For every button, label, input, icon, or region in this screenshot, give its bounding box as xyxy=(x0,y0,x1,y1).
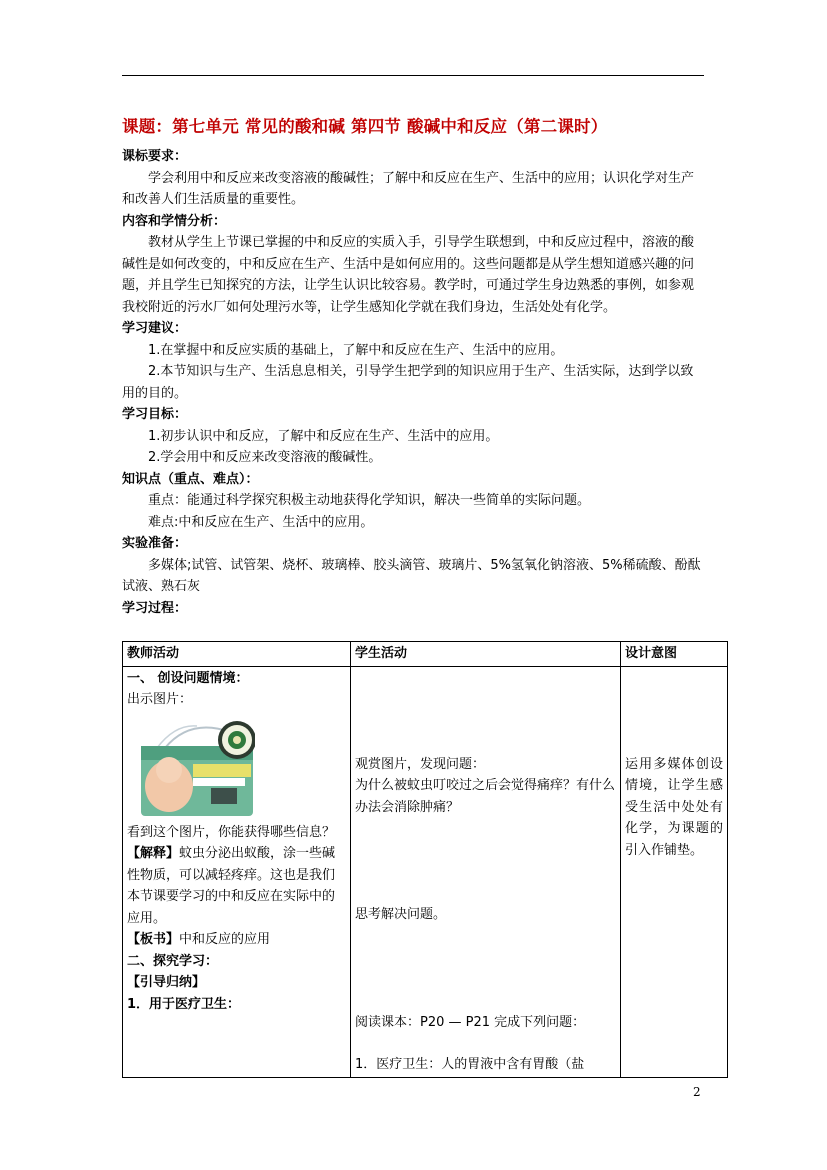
teacher-show-picture: 出示图片： xyxy=(127,692,193,707)
mosquito-patch-photo xyxy=(135,720,255,820)
mosquito-patch-image xyxy=(135,720,255,820)
goal-heading: 学习目标： xyxy=(122,407,188,422)
student-observe: 观赏图片，发现问题： xyxy=(355,756,486,772)
explain-text: 蚊虫分泌出蚁酸，涂一些碱性物质，可以减轻疼痒。这也是我们本节课要学习的中和反应在实际中的应用。 xyxy=(127,846,336,926)
student-question: 为什么被蚊虫叮咬过之后会觉得痛痒？有什么办法会消除肿痛？ xyxy=(355,778,616,815)
teacher-guide: 【引导归纳】 xyxy=(127,975,206,990)
process-heading: 学习过程： xyxy=(122,600,188,616)
teacher-activity-cell xyxy=(123,666,351,1077)
suggest-item-2: 2.本节知识与生产、生活息息相关，引导学生把学到的知识应用于生产、生活实际，达到学以致用的目的。 xyxy=(122,364,694,401)
header-rule xyxy=(122,75,704,76)
key-point: 重点：能通过科学探究积极主动地获得化学知识，解决一些简单的实际问题。 xyxy=(148,493,591,508)
teacher-item-2: 二、探究学习： xyxy=(127,953,219,969)
table-row xyxy=(123,666,728,1077)
analysis-text: 教材从学生上节课已掌握的中和反应的实质入手，引导学生联想到，中和反应过程中，溶液的酸碱性是如何改变的，中和反应在生产、生活中是如何应用的。这些问题都是从学生想知道感兴趣的问题，并且学生已知探究的方法，让学生认识比较容易。教学时，可通过学生身边熟悉的事例，如参观我校附近的污水厂如何处理污水等，让学生感知化学就在我们身边，生活处处有化学。 xyxy=(122,235,695,315)
goal-item-2: 2.学会用中和反应来改变溶液的酸碱性。 xyxy=(148,450,382,465)
header-student: 学生活动 xyxy=(351,642,621,667)
table-header-row xyxy=(123,642,728,667)
page-title: 课题：第七单元 常见的酸和碱 第四节 酸碱中和反应（第二课时） xyxy=(122,117,608,136)
header-teacher: 教师活动 xyxy=(123,642,351,667)
teacher-medical: 1．用于医疗卫生： xyxy=(127,996,241,1012)
prep-heading: 实验准备： xyxy=(122,536,188,551)
goal-item-1: 1.初步认识中和反应，了解中和反应在生产、生活中的应用。 xyxy=(148,428,499,444)
suggest-heading: 学习建议： xyxy=(122,321,188,336)
design-intent-text: 运用多媒体创设情境，让学生感受生活中处处有化学，为课题的引入作铺垫。 xyxy=(625,756,723,858)
teacher-explain xyxy=(127,843,346,929)
explain-tag: 【解释】 xyxy=(127,846,180,861)
student-medical: 1．医疗卫生：人的胃液中含有胃酸（盐 xyxy=(355,1057,585,1072)
teacher-item-1: 一、 创设问题情境： xyxy=(127,670,249,686)
process-table xyxy=(122,641,728,1078)
student-activity-cell xyxy=(351,666,621,1077)
board-text: 中和反应的应用 xyxy=(179,932,271,947)
standard-text: 学会利用中和反应来改变溶液的酸碱性；了解中和反应在生产、生活中的应用；认识化学对生产和改善人们生活质量的重要性。 xyxy=(122,170,695,207)
student-read: 阅读课本：P20 — P21 完成下列问题： xyxy=(355,1014,586,1030)
lesson-body xyxy=(122,146,706,619)
prep-text: 多媒体;试管、试管架、烧杯、玻璃棒、胶头滴管、玻璃片、5%氢氧化钠溶液、5%稀硫酸、酚酞试液、熟石灰 xyxy=(122,557,701,594)
board-tag: 【板书】 xyxy=(127,932,180,947)
header-design: 设计意图 xyxy=(621,642,728,667)
analysis-heading: 内容和学情分析： xyxy=(122,213,227,229)
teacher-question: 看到这个图片，你能获得哪些信息？ xyxy=(127,824,336,840)
suggest-item-1: 1.在掌握中和反应实质的基础上，了解中和反应在生产、生活中的应用。 xyxy=(148,342,564,358)
hard-point: 难点:中和反应在生产、生活中的应用。 xyxy=(148,514,374,530)
design-intent-cell xyxy=(621,666,728,1077)
page-number: 2 xyxy=(693,1085,701,1099)
teacher-board xyxy=(127,929,346,951)
standard-heading: 课标要求： xyxy=(122,149,188,164)
student-think: 思考解决问题。 xyxy=(355,907,447,922)
knowledge-heading: 知识点（重点、难点）： xyxy=(122,471,259,487)
